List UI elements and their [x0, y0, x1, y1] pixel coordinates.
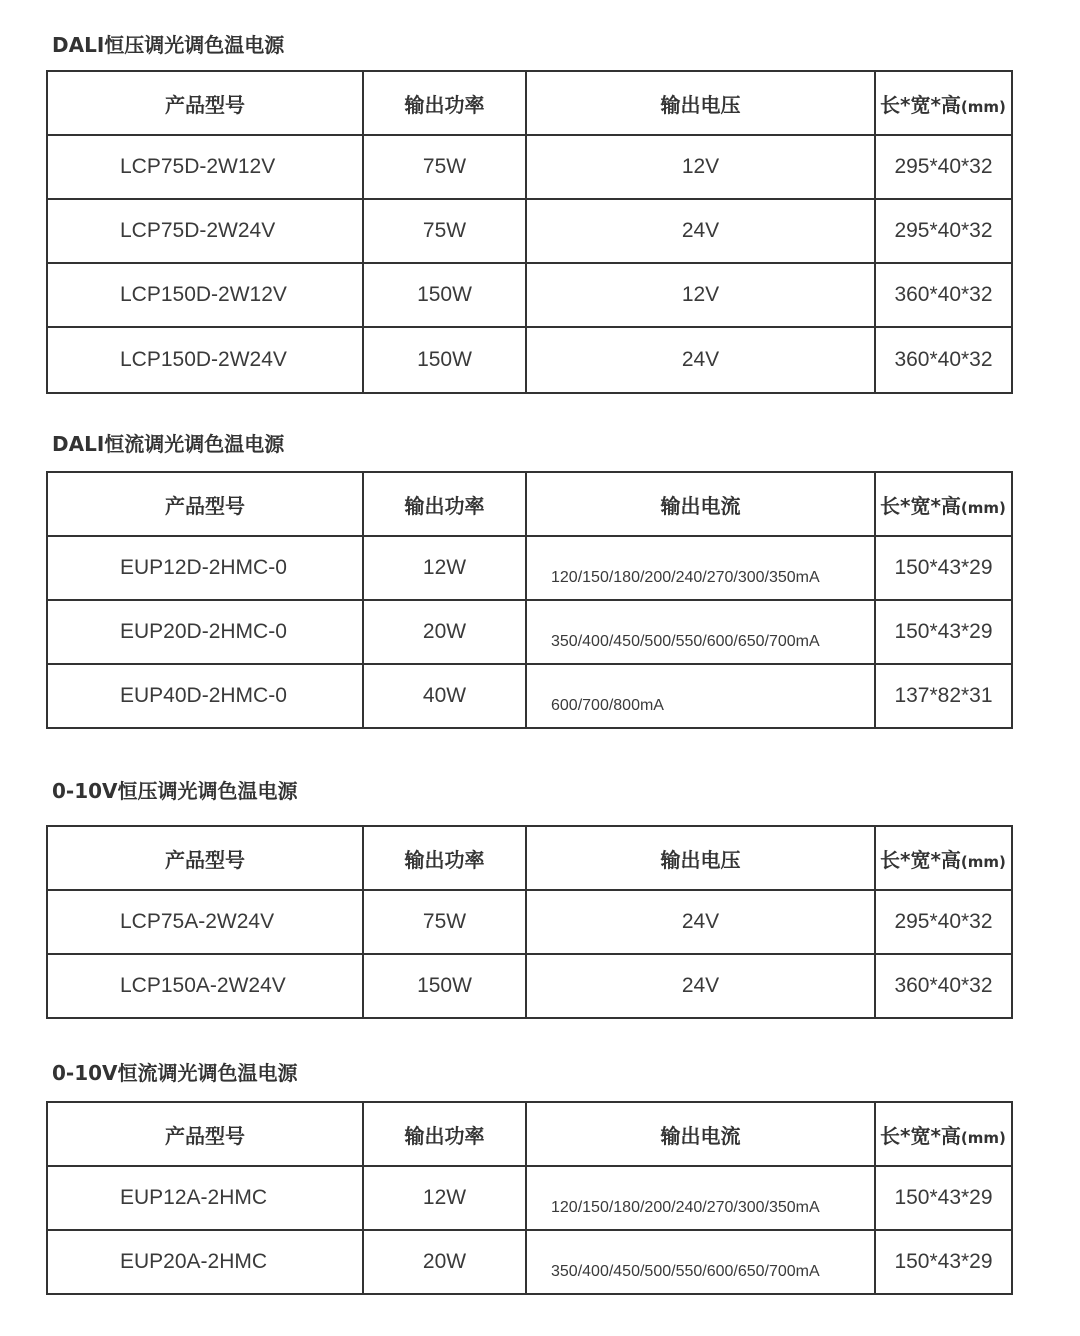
- cell-voltage: 12V: [526, 263, 875, 327]
- cell-model: LCP150D-2W24V: [47, 327, 363, 393]
- header-model: 产品型号: [47, 472, 363, 536]
- table-header-row: [47, 472, 1012, 536]
- cell-dims: 360*40*32: [875, 263, 1012, 327]
- cell-dims: 150*43*29: [875, 1166, 1012, 1230]
- cell-model: EUP20A-2HMC: [47, 1230, 363, 1294]
- section-title-010v-cv: 0-10V恒压调光调色温电源: [52, 779, 298, 803]
- table-row: [47, 664, 1012, 728]
- table-header-row: [47, 1102, 1012, 1166]
- table-row: [47, 1230, 1012, 1294]
- cell-power: 75W: [363, 135, 526, 199]
- table-row: [47, 327, 1012, 393]
- cell-power: 20W: [363, 1230, 526, 1294]
- header-model: 产品型号: [47, 1102, 363, 1166]
- header-model: 产品型号: [47, 71, 363, 135]
- spec-table-010v-cv: [46, 825, 1013, 1019]
- cell-model: LCP150D-2W12V: [47, 263, 363, 327]
- cell-current: 350/400/450/500/550/600/650/700mA: [526, 1230, 875, 1294]
- header-voltage: 输出电压: [526, 71, 875, 135]
- header-dims: 长*宽*高(mm): [875, 472, 1012, 536]
- cell-model: EUP12D-2HMC-0: [47, 536, 363, 600]
- cell-model: LCP75D-2W12V: [47, 135, 363, 199]
- cell-voltage: 24V: [526, 954, 875, 1018]
- header-voltage: 输出电压: [526, 826, 875, 890]
- cell-power: 75W: [363, 199, 526, 263]
- header-power: 输出功率: [363, 826, 526, 890]
- cell-model: LCP75D-2W24V: [47, 199, 363, 263]
- cell-power: 150W: [363, 954, 526, 1018]
- header-dims: 长*宽*高(mm): [875, 826, 1012, 890]
- header-dims: 长*宽*高(mm): [875, 1102, 1012, 1166]
- header-power: 输出功率: [363, 472, 526, 536]
- cell-model: EUP20D-2HMC-0: [47, 600, 363, 664]
- table-row: [47, 263, 1012, 327]
- cell-voltage: 24V: [526, 199, 875, 263]
- header-dims: 长*宽*高(mm): [875, 71, 1012, 135]
- cell-current: 600/700/800mA: [526, 664, 875, 728]
- cell-model: EUP40D-2HMC-0: [47, 664, 363, 728]
- cell-voltage: 12V: [526, 135, 875, 199]
- header-current: 输出电流: [526, 472, 875, 536]
- section-title-dali-cc: DALI恒流调光调色温电源: [52, 432, 285, 456]
- table-row: [47, 135, 1012, 199]
- header-power: 输出功率: [363, 1102, 526, 1166]
- table-row: [47, 536, 1012, 600]
- table-row: [47, 199, 1012, 263]
- header-model: 产品型号: [47, 826, 363, 890]
- cell-dims: 150*43*29: [875, 1230, 1012, 1294]
- cell-voltage: 24V: [526, 327, 875, 393]
- header-current: 输出电流: [526, 1102, 875, 1166]
- section-title-010v-cc: 0-10V恒流调光调色温电源: [52, 1061, 298, 1085]
- table-row: [47, 890, 1012, 954]
- cell-dims: 295*40*32: [875, 890, 1012, 954]
- cell-model: EUP12A-2HMC: [47, 1166, 363, 1230]
- cell-power: 20W: [363, 600, 526, 664]
- cell-dims: 295*40*32: [875, 199, 1012, 263]
- cell-power: 12W: [363, 536, 526, 600]
- spec-table-010v-cc: [46, 1101, 1013, 1295]
- cell-power: 12W: [363, 1166, 526, 1230]
- cell-dims: 150*43*29: [875, 536, 1012, 600]
- cell-current: 120/150/180/200/240/270/300/350mA: [526, 536, 875, 600]
- spec-table-dali-cv: [46, 70, 1013, 394]
- cell-model: LCP75A-2W24V: [47, 890, 363, 954]
- header-power: 输出功率: [363, 71, 526, 135]
- cell-power: 150W: [363, 327, 526, 393]
- spec-table-dali-cc: [46, 471, 1013, 729]
- table-row: [47, 954, 1012, 1018]
- cell-power: 75W: [363, 890, 526, 954]
- table-row: [47, 1166, 1012, 1230]
- cell-voltage: 24V: [526, 890, 875, 954]
- section-title-dali-cv: DALI恒压调光调色温电源: [52, 33, 285, 57]
- cell-dims: 295*40*32: [875, 135, 1012, 199]
- cell-dims: 137*82*31: [875, 664, 1012, 728]
- cell-dims: 360*40*32: [875, 327, 1012, 393]
- table-header-row: [47, 826, 1012, 890]
- cell-current: 120/150/180/200/240/270/300/350mA: [526, 1166, 875, 1230]
- cell-model: LCP150A-2W24V: [47, 954, 363, 1018]
- table-header-row: [47, 71, 1012, 135]
- table-row: [47, 600, 1012, 664]
- cell-current: 350/400/450/500/550/600/650/700mA: [526, 600, 875, 664]
- cell-dims: 150*43*29: [875, 600, 1012, 664]
- cell-dims: 360*40*32: [875, 954, 1012, 1018]
- cell-power: 40W: [363, 664, 526, 728]
- cell-power: 150W: [363, 263, 526, 327]
